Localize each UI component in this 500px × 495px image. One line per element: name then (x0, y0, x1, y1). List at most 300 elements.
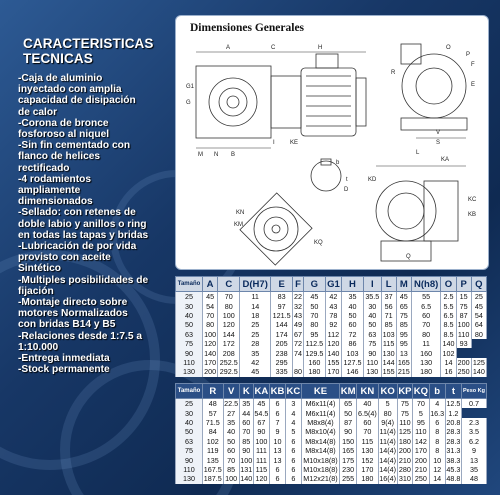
dimension-drawing (175, 15, 489, 270)
column-header: KE (301, 384, 339, 399)
table-cell: 48 (203, 399, 224, 409)
svg-text:H: H (318, 45, 323, 51)
table-cell: 63 (176, 330, 203, 339)
table-cell: 6 (285, 455, 301, 464)
table-cell: 121.5 (271, 311, 293, 320)
table-cell: 45 (303, 292, 325, 302)
svg-text:D: D (344, 187, 349, 193)
table-cell: 67 (253, 418, 269, 427)
column-header: A (203, 277, 218, 292)
table-cell: 60 (357, 418, 378, 427)
table-row (176, 301, 487, 310)
table-cell: 55 (411, 292, 441, 302)
table-cell: 90 (364, 348, 382, 357)
svg-text:N: N (214, 152, 219, 158)
table-cell: 6 (285, 446, 301, 455)
gearbox-body (196, 66, 271, 138)
table-cell: 155 (327, 357, 340, 367)
table-cell: 45 (253, 399, 269, 409)
table-cell: 25 (240, 320, 271, 329)
column-header: G1 (327, 278, 340, 290)
table-cell: 70 (239, 427, 253, 436)
column-header: Peso Kg (462, 384, 487, 399)
column-header: Tamaño (176, 277, 203, 292)
table-cell: 200 (457, 357, 470, 367)
table-cell: 110 (399, 417, 411, 427)
table-cell: 120 (204, 339, 217, 349)
table-cell: 85 (381, 320, 396, 329)
feature-line: inyectado con amplia (18, 84, 122, 96)
table-cell: 87 (340, 418, 357, 427)
table-cell: 100 (204, 329, 217, 339)
table-cell: 112 (325, 330, 341, 339)
table-row (176, 446, 487, 455)
feature-line: ampliamente (18, 185, 81, 197)
svg-text:M: M (198, 152, 203, 158)
table-cell: 115 (253, 465, 269, 474)
table-cell: 8 (429, 446, 445, 455)
table-cell: 80 (471, 330, 486, 339)
table-cell: 146 (341, 367, 363, 376)
table-cell: 9 (270, 427, 286, 436)
table-cell: 44 (239, 408, 253, 417)
table-cell: 8 (429, 437, 445, 446)
table-header-row (176, 277, 487, 292)
feature-line: 1:10.000 (18, 341, 59, 353)
table-cell: 35 (462, 465, 487, 474)
table-cell: 20.8 (446, 417, 461, 427)
column-header: t (445, 384, 461, 399)
table-cell: 140 (327, 348, 340, 358)
table-cell: 15 (456, 292, 471, 302)
feature-line: -Lubricación de por vida (18, 241, 137, 253)
table-cell: 170 (413, 446, 429, 455)
table-row (176, 339, 487, 348)
table-cell: 85 (396, 320, 411, 329)
table-cell: 50 (223, 437, 239, 446)
table-cell: 72 (294, 339, 302, 349)
table-cell: 200 (413, 455, 429, 464)
table-cell: 135 (203, 455, 224, 464)
title-line: TECNICAS (23, 51, 93, 66)
table-cell: 90 (176, 348, 203, 357)
table-row (176, 437, 487, 446)
table-cell: 63 (176, 437, 203, 446)
table-cell: 9 (462, 446, 487, 455)
table-cell: M8x10(4) (301, 427, 339, 436)
feature-line: provisto con aceite (18, 252, 111, 264)
table-cell: 5 (285, 427, 301, 436)
svg-text:O: O (446, 45, 451, 51)
table-cell: 35 (239, 399, 253, 409)
table-cell: 130 (176, 367, 203, 376)
table-cell: 90 (239, 446, 253, 455)
table-cell: 70 (411, 320, 441, 329)
table-cell: 174 (271, 330, 293, 339)
table-cell: 93 (456, 339, 471, 348)
table-cell: 130 (411, 358, 441, 367)
table-cell: M12x21(8) (303, 474, 338, 484)
table-cell: 110 (176, 465, 203, 474)
table-cell: 130 (357, 446, 378, 455)
table-cell: 144 (271, 320, 293, 329)
feature-line: fijación (18, 285, 54, 297)
table-cell: 67 (294, 329, 302, 339)
table-cell: 16 (441, 367, 456, 376)
table-cell: 90 (253, 427, 269, 436)
table-cell: 6 (270, 408, 286, 417)
table-cell: 7 (270, 418, 286, 427)
table-cell: 2.3 (462, 418, 487, 427)
table-cell: 95 (413, 418, 429, 427)
table-cell: 8 (429, 427, 445, 436)
svg-text:V: V (436, 130, 441, 136)
drawing-title: Dimensiones Generales (190, 22, 305, 34)
table-cell: 97 (271, 301, 293, 310)
svg-text:I: I (273, 140, 275, 146)
table-cell: 205 (271, 339, 293, 348)
table-row (176, 408, 487, 417)
table-cell: 3 (285, 399, 301, 409)
table-row (176, 455, 487, 464)
column-header: KC (286, 385, 301, 397)
table-cell: 252.5 (218, 358, 240, 367)
table-cell: 170 (204, 357, 217, 367)
table-cell: 230 (340, 465, 357, 474)
table-cell: M8x14(8) (301, 437, 339, 446)
table-cell: 292.5 (218, 367, 240, 376)
table-cell: 25 (471, 292, 486, 302)
column-header: KQ (413, 385, 428, 397)
table-cell: M6x11(4) (301, 408, 339, 417)
table-row (176, 367, 487, 376)
table-cell: 10 (429, 455, 445, 464)
table-cell: 11 (240, 292, 271, 302)
table-cell: 112.5 (303, 339, 325, 348)
table-cell: 30 (364, 301, 382, 310)
column-header: D(H7) (240, 277, 271, 292)
table-cell: M6x11(4) (301, 399, 339, 409)
table-cell: 6 (270, 474, 286, 483)
table-cell: 2.5 (441, 292, 456, 302)
table-row (176, 330, 487, 339)
table-cell: 11 (411, 339, 441, 348)
table-row (176, 348, 487, 357)
table-cell: 103 (341, 348, 363, 357)
table-cell: 110 (364, 358, 382, 367)
svg-text:KC: KC (468, 197, 477, 203)
svg-text:R: R (391, 70, 396, 76)
feature-line: rectificado (18, 162, 70, 174)
table-cell: 208 (218, 348, 240, 357)
table-cell: 100 (253, 437, 269, 446)
feature-line: fosforoso al niquel (18, 129, 110, 141)
table-cell: 150 (340, 437, 357, 446)
table-cell: 335 (271, 367, 293, 376)
table-cell: 30 (176, 408, 203, 417)
table-cell: 6.2 (462, 437, 487, 446)
table-cell: 140 (442, 339, 455, 349)
table-cell: 70 (413, 399, 429, 409)
table-cell: 13 (462, 455, 487, 464)
table-row (176, 474, 487, 483)
table-cell: 87 (456, 311, 471, 320)
table-cell: 130 (382, 348, 395, 358)
table-cell: 6 (285, 437, 301, 446)
table-cell: 175 (340, 455, 357, 464)
table-cell: 60 (411, 311, 441, 320)
table-cell: 250 (413, 474, 429, 483)
table-cell: 0.7 (462, 399, 487, 409)
column-header: b (429, 384, 445, 399)
table-cell: 83 (271, 292, 293, 302)
table-row (176, 465, 487, 474)
table-row (176, 358, 487, 367)
table-cell: 90 (176, 455, 203, 464)
column-header: Tamaño (176, 384, 203, 399)
table-cell: 200 (204, 367, 217, 377)
column-header: R (203, 384, 224, 399)
table-cell: 40 (357, 399, 378, 409)
table-cell: 180 (411, 367, 441, 376)
table-cell: 40 (176, 311, 203, 320)
table-cell: 30 (176, 301, 203, 310)
table-cell: 6 (285, 465, 301, 474)
feature-line: dimensionados (18, 196, 93, 208)
svg-text:C: C (271, 45, 276, 51)
drawing-svg (176, 16, 488, 269)
table-cell: 120 (218, 320, 240, 329)
table-cell: 85 (239, 437, 253, 446)
table-cell: 144 (382, 357, 395, 367)
table-cell: 170 (327, 367, 340, 377)
table-cell: 18 (240, 311, 271, 320)
feature-line: motores Normalizados (18, 308, 128, 320)
svg-text:Q: Q (406, 254, 411, 260)
table-cell: 6 (429, 418, 445, 427)
table-cell: 120 (327, 339, 340, 349)
table-cell: 152 (357, 455, 378, 464)
dimensions-table-1 (175, 276, 487, 377)
table-cell: 4 (285, 408, 301, 417)
table-cell: 64 (471, 320, 486, 329)
table-cell: 40 (364, 311, 382, 320)
table-cell: 35 (240, 348, 271, 357)
svg-text:E: E (471, 82, 476, 88)
table-cell: 8.5 (441, 330, 456, 339)
table-cell: 5 (378, 399, 397, 409)
svg-text:A: A (226, 45, 231, 51)
column-header: K (239, 384, 253, 399)
svg-text:F: F (471, 62, 475, 68)
feature-line: flanco de helices (18, 151, 101, 163)
table-cell: 140 (472, 367, 485, 377)
table-cell: 100 (218, 311, 240, 320)
table-cell: 160 (411, 348, 441, 357)
table-cell: 140 (204, 348, 217, 358)
column-header: M (396, 277, 411, 292)
table-cell: 187.5 (203, 474, 222, 484)
svg-text:G: G (186, 100, 191, 106)
table-cell: 5 (413, 408, 429, 417)
table-cell: 22 (294, 292, 302, 302)
table-cell: 70 (218, 292, 240, 302)
table-cell: 50 (176, 427, 203, 436)
table-header-row (176, 384, 487, 399)
table-cell: M8x14(8) (301, 446, 339, 455)
table-cell: 14(4) (379, 446, 397, 456)
feature-line: Sintético (18, 263, 62, 275)
specs-panel (18, 28, 176, 375)
table-cell: 115 (357, 437, 378, 446)
table-cell: 80 (218, 301, 240, 310)
table-cell: 35 (341, 292, 363, 302)
table-cell: 172 (218, 339, 240, 348)
feature-line: -Caja de aluminio (18, 73, 103, 84)
table-cell: 310 (398, 474, 411, 484)
table-cell: 50 (303, 301, 325, 310)
table-cell: 165 (397, 357, 410, 367)
column-header: KA (254, 385, 269, 397)
title-line: CARACTERISTICAS (23, 36, 154, 51)
column-header: O (441, 277, 456, 292)
table-cell: M10x18(8) (303, 464, 338, 474)
column-header: KO (378, 384, 397, 399)
table-cell: 38.3 (446, 455, 461, 465)
feature-line: -Entrega inmediata (18, 353, 110, 365)
table-cell: 130 (176, 474, 203, 483)
table-cell: 13 (396, 348, 411, 357)
table-cell: 215 (397, 367, 410, 377)
column-header: KP (398, 385, 412, 397)
column-header: KN (357, 384, 378, 399)
feature-line: -Sin fin cementado con (18, 140, 131, 152)
feature-line: en todas las tapas y bridas (18, 229, 149, 241)
column-header: E (271, 277, 293, 292)
table-cell: 75 (396, 311, 411, 320)
table-cell: 72 (341, 330, 363, 339)
feature-line: doble labio y anillos o ring (18, 218, 147, 230)
table-cell: 14 (240, 301, 271, 310)
table-cell: 95 (396, 339, 411, 348)
table-cell: 80 (203, 320, 218, 329)
table-cell: 110 (176, 358, 203, 367)
table-cell: 170 (357, 465, 378, 474)
table-cell: 22.5 (224, 399, 239, 409)
table-cell: 43 (325, 301, 341, 310)
table-cell: 238 (271, 348, 293, 357)
table-cell: 16(4) (379, 474, 397, 484)
table-cell: 155 (382, 367, 395, 377)
table-cell: 255 (340, 474, 357, 483)
table-cell: 14 (441, 358, 456, 367)
table-cell: 35.5 (365, 292, 380, 302)
table-cell: 56 (381, 301, 396, 310)
feature-line: con bridas B14 y B5 (18, 319, 116, 331)
table-cell: 92 (325, 320, 341, 329)
table-cell: 80 (378, 408, 397, 417)
table-cell: 60 (239, 418, 253, 427)
table-cell: 6.5 (441, 311, 456, 320)
table-cell: 42 (325, 292, 341, 302)
table-cell: 103 (382, 329, 395, 339)
table-cell: 75 (364, 339, 382, 348)
table-cell: 28.3 (446, 427, 461, 437)
column-header: H (341, 277, 363, 292)
table-cell: 65 (396, 301, 411, 310)
table-cell: 27 (223, 408, 239, 417)
table-cell: 1.2 (445, 408, 461, 417)
table-cell: 6 (270, 465, 286, 474)
table-cell: 9(4) (378, 418, 397, 427)
table-cell: 45 (396, 292, 411, 302)
table-cell: 37 (381, 292, 396, 302)
column-header: L (381, 277, 396, 292)
table-cell: 31.3 (446, 446, 461, 456)
feature-line: -Multiples posibilidades de (18, 274, 149, 286)
table-cell: 60 (223, 446, 239, 455)
table-cell: 100 (223, 474, 239, 483)
table-cell: 95 (303, 330, 325, 339)
table-cell: 49 (294, 320, 302, 330)
table-cell: 32 (294, 301, 302, 311)
table-cell: 111 (253, 455, 269, 464)
table-cell: 6.5(4) (357, 408, 377, 418)
table-row (176, 399, 487, 409)
svg-text:B: B (231, 152, 236, 158)
table-cell: 50 (341, 311, 363, 320)
table-cell: 78 (325, 311, 341, 320)
feature-line: -Stock permanente (18, 364, 110, 376)
table-cell: 45 (471, 301, 486, 310)
column-header: F (293, 277, 304, 292)
table-cell: 74 (294, 348, 302, 358)
column-header: G (303, 277, 325, 292)
table-cell: 90 (340, 427, 357, 436)
table-cell: 13 (270, 446, 286, 455)
svg-text:KQ: KQ (314, 240, 323, 246)
table-cell: 10 (270, 437, 286, 446)
svg-text:S: S (436, 140, 441, 146)
table-cell: 54 (471, 311, 486, 320)
table-cell: 12 (429, 465, 445, 474)
column-header: KB (270, 385, 285, 397)
column-header: C (218, 277, 240, 292)
svg-text:L: L (416, 150, 420, 156)
table-cell: 43 (294, 310, 302, 320)
table-cell: 115 (382, 339, 395, 349)
table-cell: 28.3 (446, 436, 461, 446)
table-cell: 75 (176, 446, 203, 455)
table-cell: 70 (223, 455, 239, 464)
table-cell: 6.5 (411, 301, 441, 310)
table-cell: 84 (203, 427, 224, 436)
table-cell: 40 (176, 418, 203, 427)
table-cell: 48 (462, 474, 487, 483)
features-list (18, 73, 176, 375)
table-cell: 6 (270, 399, 286, 409)
table-cell: 16.3 (430, 408, 445, 418)
table-cell: 295 (271, 358, 293, 367)
table-cell: 40 (223, 427, 239, 436)
table-cell: 167.5 (203, 464, 222, 474)
svg-text:b: b (336, 160, 340, 166)
table-cell: 70 (357, 427, 378, 436)
table-cell: 25 (176, 292, 203, 302)
table-row (176, 320, 487, 329)
dimensions-table-2 (175, 383, 487, 484)
table-cell: 48.8 (446, 474, 461, 484)
